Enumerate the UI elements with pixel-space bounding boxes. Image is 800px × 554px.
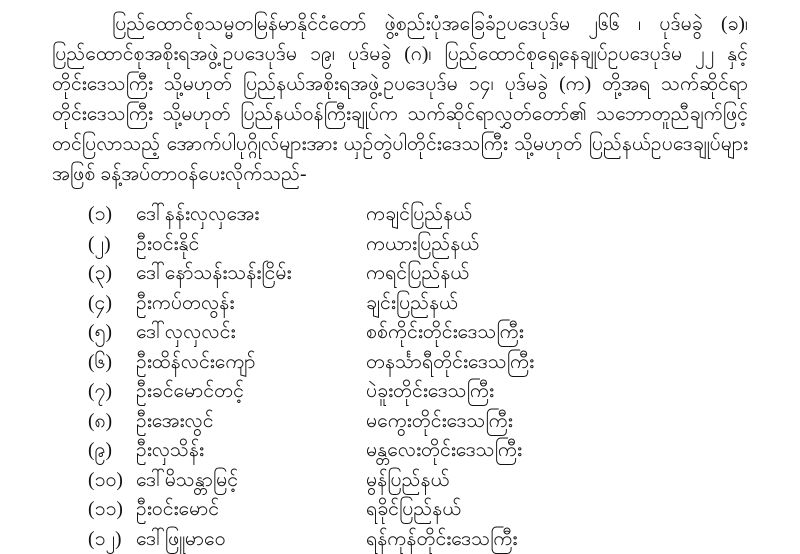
item-region: တနင်္သာရီတိုင်းဒေသကြီး — [364, 348, 748, 378]
item-region: ရခိုင်ပြည်နယ် — [364, 495, 748, 525]
item-name: ဒေါ်ဖြူမာဝေ — [124, 525, 364, 554]
list-item — [52, 289, 748, 319]
item-number: (၃) — [52, 259, 124, 289]
item-name: ဦးလှသိန်း — [124, 436, 364, 466]
paragraph-line: ပြည်ထောင်စုအစိုးရအဖွဲ့ဥပဒေပုဒ်မ ၁၉၊ ပုဒ်မခွဲ (ဂ)၊ ပြည်ထောင်စုရှေ့နေချုပ်ဥပဒေပုဒ်မ ၂၂ နှင့် — [52, 40, 748, 70]
item-number: (၁၁) — [52, 495, 124, 525]
item-region: ပဲခူးတိုင်းဒေသကြီး — [364, 377, 748, 407]
item-number: (၈) — [52, 407, 124, 437]
item-number: (၁၂) — [52, 525, 124, 554]
paragraph-line: အဖြစ် ခန့်အပ်တာဝန်ပေးလိုက်သည်- — [52, 160, 748, 190]
item-name: ဦးဝင်းမောင် — [124, 495, 364, 525]
item-region: စစ်ကိုင်းတိုင်းဒေသကြီး — [364, 318, 748, 348]
list-item — [52, 466, 748, 496]
item-number: (၄) — [52, 289, 124, 319]
item-number: (၉) — [52, 436, 124, 466]
paragraph-line — [52, 10, 748, 40]
item-number: (၁) — [52, 200, 124, 230]
item-region: မန္တလေးတိုင်းဒေသကြီး — [364, 436, 748, 466]
list-item — [52, 230, 748, 260]
item-region: မွန်ပြည်နယ် — [364, 466, 748, 496]
list-item — [52, 495, 748, 525]
item-region: ကရင်ပြည်နယ် — [364, 259, 748, 289]
item-region: ကယားပြည်နယ် — [364, 230, 748, 260]
item-region: ရန်ကုန်တိုင်းဒေသကြီး — [364, 525, 748, 554]
list-item — [52, 348, 748, 378]
item-region: မကွေးတိုင်းဒေသကြီး — [364, 407, 748, 437]
item-name: ဒေါ်နန်းလှလှအေး — [124, 200, 364, 230]
item-number: (၅) — [52, 318, 124, 348]
item-number: (၁၀) — [52, 466, 124, 496]
item-number: (၇) — [52, 377, 124, 407]
item-name: ဒေါ်လှလှလင်း — [124, 318, 364, 348]
item-name: ဦးခင်မောင်တင့် — [124, 377, 364, 407]
list-item — [52, 407, 748, 437]
item-number: (၂) — [52, 230, 124, 260]
item-name: ဦးအေးလွင် — [124, 407, 364, 437]
paragraph-line: တိုင်းဒေသကြီး သို့မဟုတ် ပြည်နယ်အစိုးရအဖွဲ့ဥပဒေပုဒ်မ ၁၄၊ ပုဒ်မခွဲ (က) တို့အရ သက်ဆိုင်ရာ — [52, 70, 748, 100]
item-name: ဒေါ်မိသန္တာမြင့် — [124, 466, 364, 496]
appointee-list — [52, 200, 748, 554]
list-item — [52, 436, 748, 466]
list-item — [52, 377, 748, 407]
item-name: ဦးဝင်းနိုင် — [124, 230, 364, 260]
list-item — [52, 259, 748, 289]
item-name: ဦးထိန်လင်းကျော် — [124, 348, 364, 378]
paragraph-line: တိုင်းဒေသကြီး သို့မဟုတ် ပြည်နယ်ဝန်ကြီးချုပ်က သက်ဆိုင်ရာလွှတ်တော်၏ သဘောတူညီချက်ဖြင့် — [52, 100, 748, 130]
item-region: ကချင်ပြည်နယ် — [364, 200, 748, 230]
item-region: ချင်းပြည်နယ် — [364, 289, 748, 319]
list-item — [52, 318, 748, 348]
item-name: ဦးကပ်တလွန်း — [124, 289, 364, 319]
paragraph-line: တင်ပြလာသည့် အောက်ပါပုဂ္ဂိုလ်များအား ယှဉ်တွဲပါတိုင်းဒေသကြီး သို့မဟုတ် ပြည်နယ်ဥပဒေချုပ်များ — [52, 130, 748, 160]
list-item — [52, 200, 748, 230]
intro-paragraph — [52, 10, 748, 190]
item-number: (၆) — [52, 348, 124, 378]
item-name: ဒေါ်နော်သန်းသန်းငြိမ်း — [124, 259, 364, 289]
paragraph-line-text: ပြည်ထောင်စုသမ္မတမြန်မာနိုင်ငံတော် ဖွဲ့စည်းပုံအခြေခံဥပဒေပုဒ်မ ၂၆၆ ၊ ပုဒ်မခွဲ (ခ)၊ — [112, 14, 748, 35]
